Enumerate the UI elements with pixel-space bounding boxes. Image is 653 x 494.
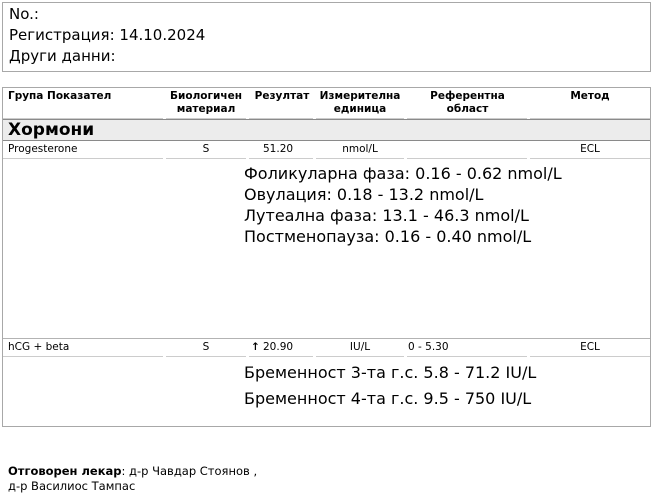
reference-notes-hcg bbox=[244, 357, 650, 413]
method: ECL bbox=[530, 141, 650, 159]
reference-notes-progesterone bbox=[244, 159, 650, 247]
biological-material: S bbox=[166, 339, 246, 357]
empty-space bbox=[3, 413, 650, 426]
empty-space bbox=[3, 247, 650, 338]
other-data-label: Други данни: bbox=[9, 47, 116, 65]
reference-note-line: Постменопауза: 0.16 - 0.40 nmol/L bbox=[244, 227, 532, 246]
reference-note-line: Бременност 3-та г.с. 5.8 - 71.2 IU/L bbox=[244, 363, 537, 382]
reference-range bbox=[407, 141, 527, 159]
header-cell-method: Метод bbox=[530, 90, 650, 119]
reference-note-line: Бременност 4-та г.с. 9.5 - 750 IU/L bbox=[244, 389, 532, 408]
biological-material: S bbox=[166, 141, 246, 159]
doctor-name-1: : д-р Чавдар Стоянов , bbox=[121, 464, 258, 478]
result-row-hcg bbox=[3, 339, 650, 357]
reference-note-line: Овулация: 0.18 - 13.2 nmol/L bbox=[244, 185, 484, 204]
registration-date: Регистрация: 14.10.2024 bbox=[9, 26, 206, 44]
responsible-doctor-block bbox=[8, 464, 653, 494]
lab-report-page bbox=[0, 2, 653, 494]
reference-note-line: Лутеална фаза: 13.1 - 46.3 nmol/L bbox=[244, 206, 529, 225]
result-row-progesterone bbox=[3, 141, 650, 159]
test-name: Progesterone bbox=[3, 141, 163, 159]
unit: nmol/L bbox=[316, 141, 404, 159]
header-cell-material: Биологичен материал bbox=[166, 90, 246, 119]
reference-note-line: Фоликуларна фаза: 0.16 - 0.62 nmol/L bbox=[244, 164, 562, 183]
result-number: 51.20 bbox=[263, 143, 294, 155]
header-cell-reference: Референтна област bbox=[407, 90, 527, 119]
header-cell-unit: Измерителна единица bbox=[316, 90, 404, 119]
section-header-hormones: Хормони bbox=[3, 119, 650, 141]
test-name: hCG + beta bbox=[3, 339, 163, 357]
header-cell-group: Група Показател bbox=[3, 90, 163, 119]
doctor-name-2: д-р Василиос Тампас bbox=[8, 479, 136, 493]
result-number: 20.90 bbox=[263, 341, 294, 353]
result-value bbox=[249, 339, 313, 357]
reference-range: 0 - 5.30 bbox=[407, 339, 527, 357]
responsible-doctor-label: Отговорен лекар bbox=[8, 464, 122, 478]
result-value bbox=[249, 141, 313, 159]
high-arrow-icon: ↑ bbox=[251, 341, 260, 353]
unit: IU/L bbox=[316, 339, 404, 357]
method: ECL bbox=[530, 339, 650, 357]
header-cell-result: Резултат bbox=[249, 90, 313, 119]
table-header-row bbox=[3, 88, 650, 119]
report-number: No.: bbox=[9, 5, 39, 23]
patient-info-box bbox=[2, 2, 651, 72]
responsible-doctor-line bbox=[8, 464, 653, 479]
results-table bbox=[2, 87, 651, 427]
